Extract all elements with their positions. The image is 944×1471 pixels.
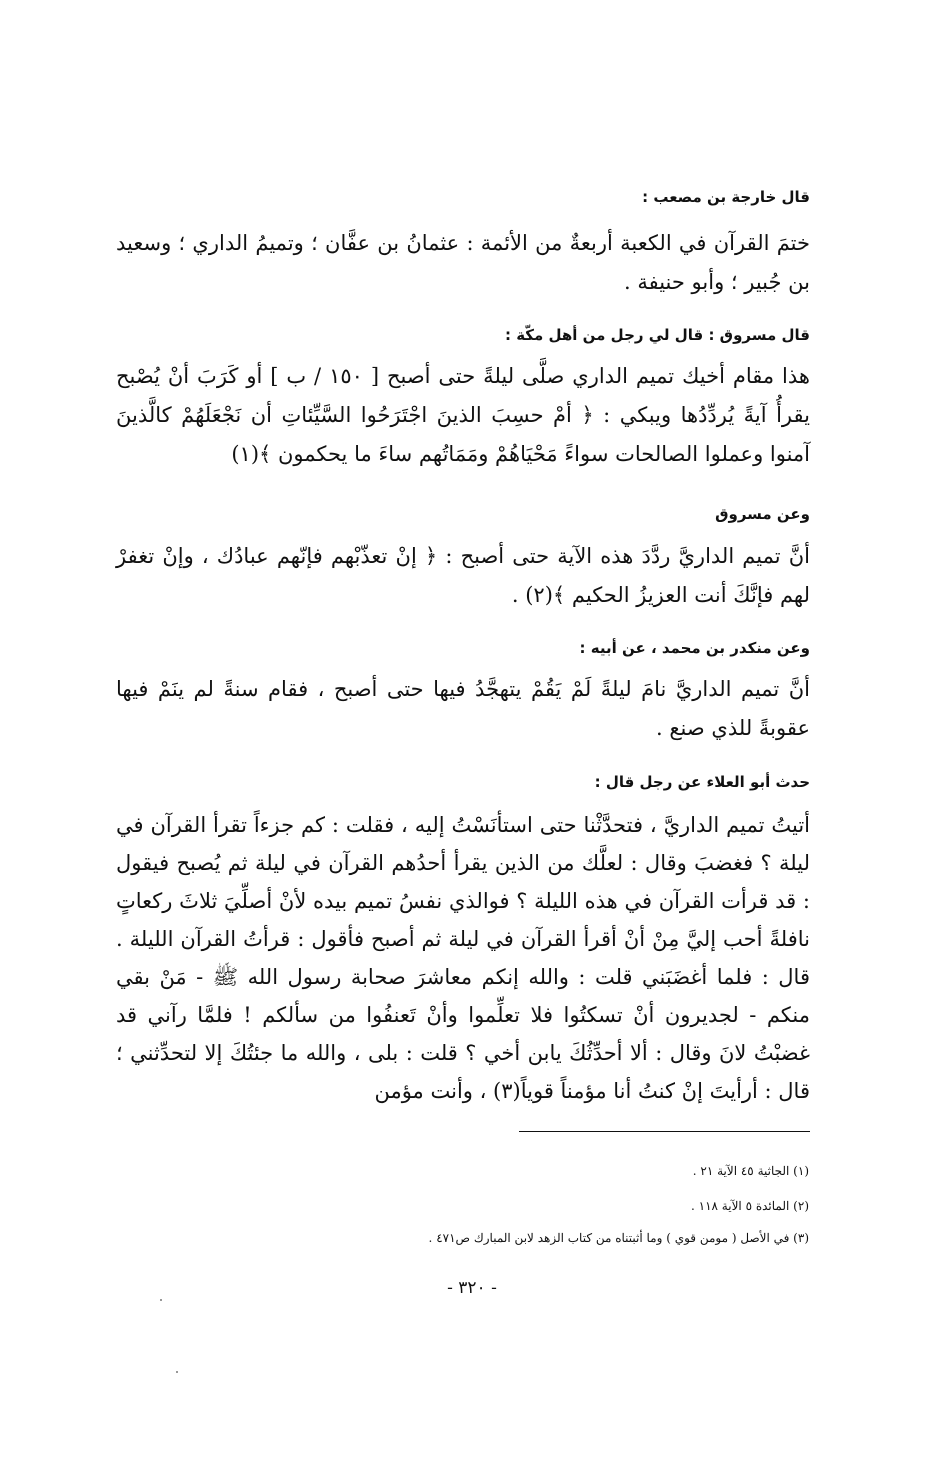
section-paragraph: هذا مقام أخيك تميم الداري صلَّى ليلةً حتى أصبح [ ١٥٠ / ب ] أو كَرَبَ أنْ يُصْبح يقرأُ آيةً يُردِّدُها ويبكي : ﴿ أمْ حسِبَ الذينَ اجْتَرَحُوا السَّيِّئاتِ أن نَجْعَلَهُمْ كالَّذينَ آمنوا وعملوا الصالحات سواءً مَحْيَاهُمْ ومَمَاتُهم ساءَ ما يحكمون ﴾(١) bbox=[116, 364, 810, 466]
footnote-separator bbox=[519, 1131, 810, 1132]
footnote: (٢) المائدة ٥ الآية ١١٨ . bbox=[691, 1199, 809, 1213]
footnote: (١) الجاثية ٤٥ الآية ٢١ . bbox=[692, 1164, 809, 1178]
section-paragraph: أنَّ تميم الداريَّ ردَّدَ هذه الآية حتى أصبح : ﴿ إنْ تعذّبْهم فإنّهم عبادُك ، وإنْ تغفرْ لهم فإنَّكَ أنت العزيزُ الحكيم ﴾(٢) . bbox=[116, 544, 810, 607]
section-heading: وعن مسروق bbox=[715, 505, 810, 523]
section-heading: حدث أبو العلاء عن رجل قال : bbox=[594, 773, 810, 791]
scan-speck bbox=[160, 1299, 162, 1301]
scan-speck bbox=[176, 1371, 178, 1373]
section-paragraph: ختمَ القرآن في الكعبة أربعةٌ من الأئمة : عثمانُ بن عفَّان ؛ وتميمُ الداري ؛ وسعيد بن جُبير ؛ وأبو حنيفة . bbox=[116, 231, 810, 294]
section-heading: وعن منكدر بن محمد ، عن أبيه : bbox=[579, 639, 810, 657]
section-paragraph: أتيتُ تميم الداريَّ ، فتحدَّثْنا حتى استأنَسْتُ إليه ، فقلت : كم جزءاً تقرأ القرآن في ليلة ؟ فغضبَ وقال : لعلَّك من الذين يقرأ أحدُهم القرآن في ليلة ثم يُصبح فيقول : قد قرأت القرآن في هذه الليلة ؟ فوالذي نفسُ تميم بيده لأنْ أصلِّيَ ثلاثَ ركعاتٍ نافلةً أحب إليَّ مِنْ أنْ أقرأ القرآن في ليلة ثم أصبح فأقول : قرأتُ القرآن الليلة . قال : فلما أغضَبَني قلت : والله إنكم معاشرَ صحابة رسول الله ﷺ - مَنْ بقي منكم - لجديرون أنْ تسكتُوا فلا تعلِّموا وأنْ تَعنفُوا من سألكم ! فلمَّا رآني قد غضبْتُ لانَ وقال : ألا أحدِّثُكَ يابن أخي ؟ قلت : بلى ، والله ما جئتُكَ إلا لتحدِّثني ؛ قال : أرأيتَ إنْ كنتُ أنا مؤمناً قوياً(٣) ، وأنت مؤمن bbox=[116, 813, 810, 1103]
page-number: - ٣٢٠ - bbox=[447, 1278, 497, 1298]
section-paragraph: أنَّ تميم الداريَّ نامَ ليلةً لَمْ يَقُمْ يتهجَّدُ فيها حتى أصبح ، فقام سنةً لم ينَمْ فيها عقوبةً للذي صنع . bbox=[116, 677, 810, 740]
section-heading: قال خارجة بن مصعب : bbox=[642, 188, 810, 206]
section-heading: قال مسروق : قال لي رجل من أهل مكّة : bbox=[504, 326, 810, 344]
footnote: (٣) في الأصل ( مومن قوي ) وما أثبتناه من كتاب الزهد لابن المبارك ص٤٧١ . bbox=[428, 1231, 809, 1245]
